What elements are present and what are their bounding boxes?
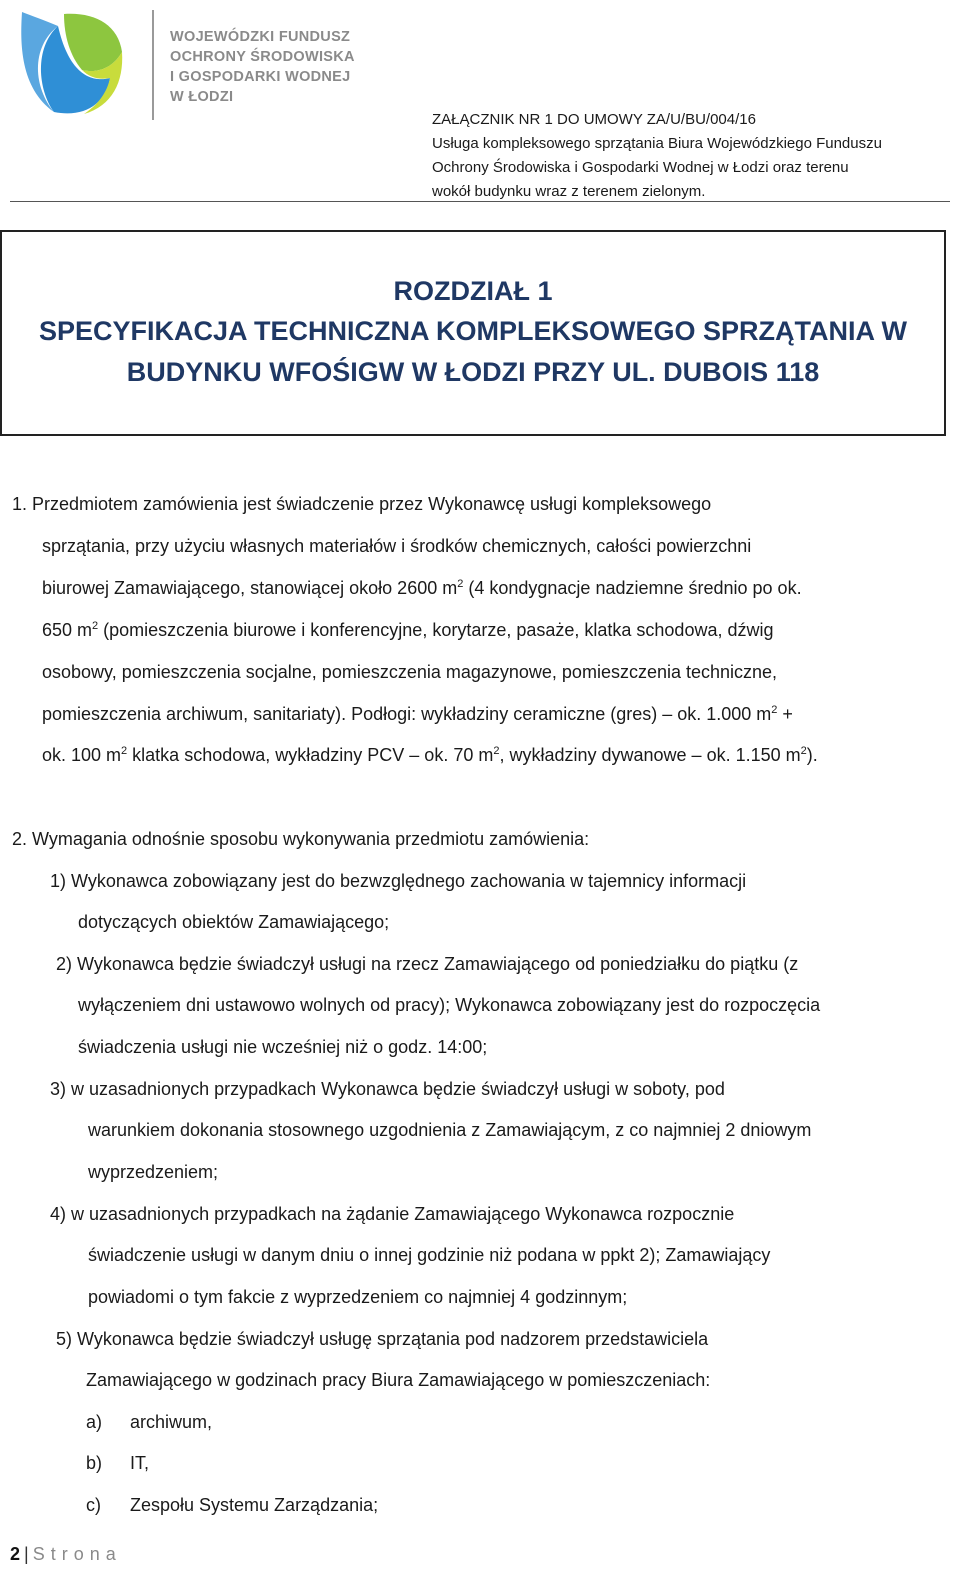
requirement-item-5: Zamawiającego w godzinach pracy Biura Zamawiającego w pomieszczeniach: — [86, 1370, 711, 1390]
section-1-line: pomieszczenia archiwum, sanitariaty). Podłogi: wykładziny ceramiczne (gres) – ok. 1.000 $m^2$ + — [42, 704, 793, 724]
section-1-line: ok. 100 $m^2$ klatka schodowa, wykładziny PCV – ok. 70 $m^2$, wykładziny dywanowe – ok. 1.150 $m^2$). — [42, 745, 818, 765]
sub-item-marker: a) — [86, 1412, 103, 1432]
page-label: Strona — [32, 1544, 122, 1564]
attachment-header — [432, 108, 942, 204]
attachment-number: ZAŁĄCZNIK NR 1 DO UMOWY ZA/U/BU/004/16 — [432, 111, 756, 128]
sub-item-text: Zespołu Systemu Zarządzania; — [130, 1495, 379, 1515]
wfosigw-logo-icon — [14, 8, 126, 120]
logo-line: I GOSPODARKI WODNEJ — [170, 69, 351, 85]
section-1-line: 1. Przedmiotem zamówienia jest świadczenie przez Wykonawcę usługi kompleksowego — [12, 494, 712, 514]
chapter-subtitle: SPECYFIKACJA TECHNICZNA KOMPLEKSOWEGO SPRZĄTANIA W — [38, 316, 907, 346]
page-number: 2 — [10, 1544, 21, 1564]
header-divider — [10, 201, 950, 202]
requirement-item-4: świadczenie usługi w danym dniu o innej godzinie niż podana w ppkt 2); Zamawiający — [88, 1245, 771, 1265]
requirement-item-2: 2) Wykonawca będzie świadczył usługi na rzecz Zamawiającego od poniedziałku do piątku (z — [56, 954, 799, 974]
attachment-description: Usługa kompleksowego sprzątania Biura Wojewódzkiego Funduszu — [432, 135, 882, 152]
section-1-line: sprzątania, przy użyciu własnych materiałów i środków chemicznych, całości powierzchni — [42, 536, 752, 556]
logo-text — [170, 27, 355, 107]
requirement-item-4: powiadomi o tym fakcie z wyprzedzeniem co najmniej 4 godzinnym; — [88, 1287, 628, 1307]
logo-line: W ŁODZI — [170, 89, 234, 105]
sub-item-marker: c) — [86, 1495, 101, 1515]
chapter-subtitle: BUDYNKU WFOŚIGW W ŁODZI PRZY UL. DUBOIS 118 — [126, 357, 820, 387]
requirement-item-1: dotyczących obiektów Zamawiającego; — [78, 912, 390, 932]
sub-item-marker: b) — [86, 1453, 103, 1473]
section-1-line: biurowej Zamawiającego, stanowiącej około 2600 $m^2$ (4 kondygnacje nadziemne średnio po ok. — [42, 578, 802, 598]
requirement-item-3: 3) w uzasadnionych przypadkach Wykonawca będzie świadczył usługi w soboty, pod — [50, 1079, 725, 1099]
logo-line: OCHRONY ŚRODOWISKA — [170, 49, 355, 65]
sub-item-text: IT, — [130, 1453, 150, 1473]
chapter-title: ROZDZIAŁ 1 — [393, 276, 553, 306]
requirement-item-4: 4) w uzasadnionych przypadkach na żądanie Zamawiającego Wykonawca rozpocznie — [50, 1204, 735, 1224]
sub-item-text: archiwum, — [130, 1412, 213, 1432]
section-1-line: osobowy, pomieszczenia socjalne, pomieszczenia magazynowe, pomieszczenia techniczne, — [42, 662, 778, 682]
attachment-description: wokół budynku wraz z terenem zielonym. — [432, 183, 706, 200]
requirement-item-2: wyłączeniem dni ustawowo wolnych od pracy); Wykonawca zobowiązany jest do rozpoczęcia — [78, 995, 821, 1015]
footer-separator: | — [24, 1544, 29, 1564]
requirement-item-2: świadczenia usługi nie wcześniej niż o godz. 14:00; — [78, 1037, 488, 1057]
requirement-item-3: warunkiem dokonania stosownego uzgodnienia z Zamawiającym, z co najmniej 2 dniowym — [88, 1120, 812, 1140]
page-footer — [10, 1544, 122, 1565]
section-2-heading: 2. Wymagania odnośnie sposobu wykonywania przedmiotu zamówienia: — [12, 829, 590, 849]
logo-divider — [152, 10, 154, 120]
logo-line: WOJEWÓDZKI FUNDUSZ — [170, 29, 351, 45]
requirement-item-1: 1) Wykonawca zobowiązany jest do bezwzględnego zachowania w tajemnicy informacji — [50, 871, 747, 891]
requirement-item-3: wyprzedzeniem; — [88, 1162, 219, 1182]
section-1-line: 650 $m^2$ (pomieszczenia biurowe i konferencyjne, korytarze, pasaże, klatka schodowa, dźwig — [42, 620, 774, 640]
attachment-description: Ochrony Środowiska i Gospodarki Wodnej w Łodzi oraz terenu — [432, 159, 849, 176]
chapter-title-box — [0, 230, 946, 436]
requirement-item-5: 5) Wykonawca będzie świadczył usługę sprzątania pod nadzorem przedstawiciela — [56, 1329, 709, 1349]
